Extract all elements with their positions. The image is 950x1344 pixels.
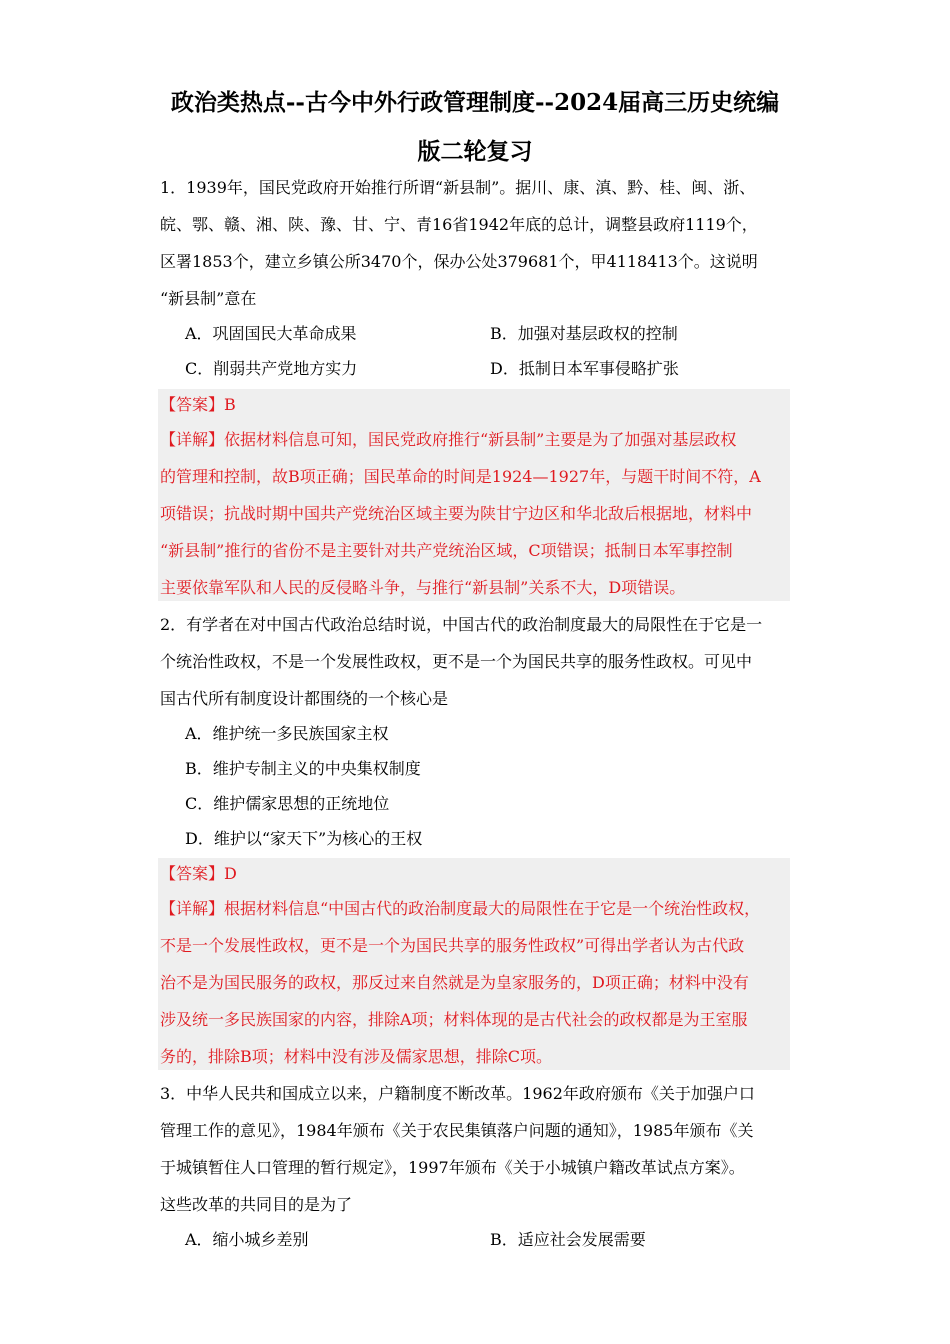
- q1-stem-line: 1．1939年，国民党政府开始推行所谓“新县制”。据川、康、滇、黔、桂、闽、浙、: [160, 178, 756, 197]
- q2-option-c: C．维护儒家思想的正统地位: [185, 794, 390, 813]
- q1-option-b: B．加强对基层政权的控制: [490, 324, 678, 343]
- q2-option-a: A．维护统一多民族国家主权: [185, 724, 389, 743]
- q1-stem-line: 皖、鄂、赣、湘、陕、豫、甘、宁、青16省1942年底的总计，调整县政府1119个，: [160, 215, 758, 234]
- page-title-line-1: 政治类热点--古今中外行政管理制度--2024届高三历史统编: [170, 89, 780, 116]
- q2-explanation-line: 治不是为国民服务的政权，那反过来自然就是为皇家服务的，D项正确；材料中没有: [160, 973, 749, 992]
- q2-explanation-line: 务的，排除B项；材料中没有涉及儒家思想，排除C项。: [160, 1047, 553, 1066]
- q1-stem-line: “新县制”意在: [160, 289, 257, 308]
- q2-explanation-line: 涉及统一多民族国家的内容，排除A项；材料体现的是古代社会的政权都是为王室服: [160, 1010, 748, 1029]
- q1-explanation-line: “新县制”推行的省份不是主要针对共产党统治区域，C项错误；抵制日本军事控制: [160, 541, 733, 560]
- q2-answer-box: [158, 858, 790, 1070]
- q1-option-c: C．削弱共产党地方实力: [185, 359, 358, 378]
- q3-stem-line: 于城镇暂住人口管理的暂行规定》，1997年颁布《关于小城镇户籍改革试点方案》。: [160, 1158, 745, 1177]
- q2-stem-line: 个统治性政权，不是一个发展性政权，更不是一个为国民共享的服务性政权。可见中: [160, 652, 753, 671]
- q2-explanation-line: 【详解】根据材料信息“中国古代的政治制度最大的局限性在于它是一个统治性政权，: [160, 899, 761, 918]
- q2-option-d: D．维护以“家天下”为核心的王权: [185, 829, 423, 848]
- q1-stem-line: 区署1853个，建立乡镇公所3470个，保办公处379681个，甲4118413个。这说明: [160, 252, 758, 271]
- q1-answer-box: [158, 389, 790, 601]
- q2-option-b: B．维护专制主义的中央集权制度: [185, 759, 421, 778]
- q1-explanation-line: 的管理和控制，故B项正确；国民革命的时间是1924—1927年，与题干时间不符，A: [160, 467, 761, 486]
- q3-option-a: A．缩小城乡差别: [185, 1230, 309, 1249]
- q3-stem-line: 这些改革的共同目的是为了: [160, 1195, 353, 1214]
- q3-stem-line: 3．中华人民共和国成立以来，户籍制度不断改革。1962年政府颁布《关于加强户口: [160, 1084, 755, 1103]
- q1-answer: 【答案】B: [160, 395, 236, 414]
- q2-stem-line: 国古代所有制度设计都围绕的一个核心是: [160, 689, 449, 708]
- page-title-line-2: 版二轮复习: [417, 138, 533, 165]
- q3-stem-line: 管理工作的意见》，1984年颁布《关于农民集镇落户问题的通知》，1985年颁布《关: [160, 1121, 754, 1140]
- q1-option-a: A．巩固国民大革命成果: [185, 324, 357, 343]
- q1-explanation-line: 主要依靠军队和人民的反侵略斗争，与推行“新县制”关系不大，D项错误。: [160, 578, 686, 597]
- q2-answer: 【答案】D: [160, 864, 237, 883]
- q1-option-d: D．抵制日本军事侵略扩张: [490, 359, 679, 378]
- q1-explanation-line: 项错误；抗战时期中国共产党统治区域主要为陕甘宁边区和华北敌后根据地，材料中: [160, 504, 753, 523]
- q2-explanation-line: 不是一个发展性政权，更不是一个为国民共享的服务性政权”可得出学者认为古代政: [160, 936, 745, 955]
- q3-option-b: B．适应社会发展需要: [490, 1230, 646, 1249]
- q2-stem-line: 2．有学者在对中国古代政治总结时说，中国古代的政治制度最大的局限性在于它是一: [160, 615, 763, 634]
- q1-explanation-line: 【详解】依据材料信息可知，国民党政府推行“新县制”主要是为了加强对基层政权: [160, 430, 737, 449]
